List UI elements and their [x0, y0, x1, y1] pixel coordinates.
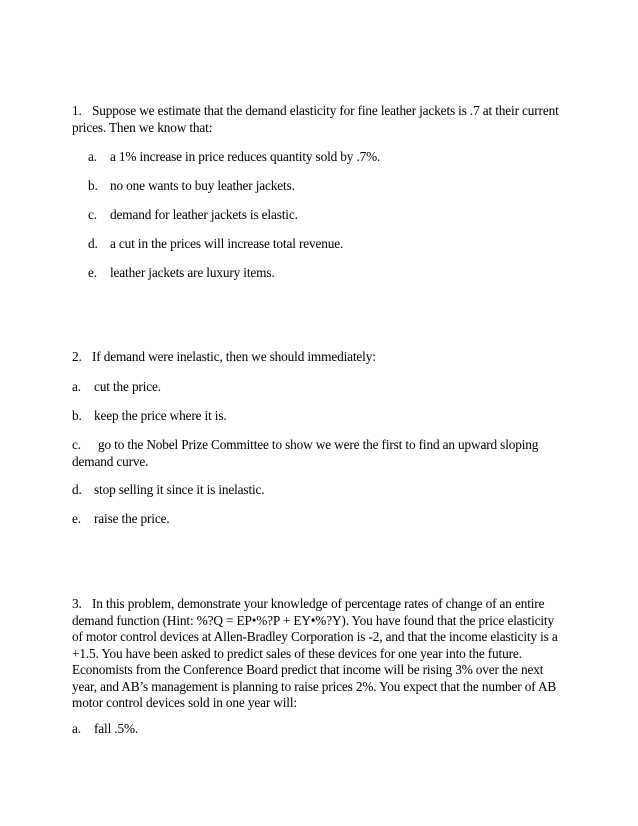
- option-text: demand for leather jackets is elastic.: [110, 207, 298, 222]
- question-2-number: 2.: [72, 349, 82, 364]
- question-3-text: In this problem, demonstrate your knowledge of percentage rates of change of an entire demand function (Hint: %?Q = EP•%?P + EY•%?Y). You have found that the price elasticity of motor control devices at Allen-Bradley Corporation is -2, and that the income elasticity is a +1.5. You have been asked to predict sales of these devices for one year into the future. Economists from the Conference Board predict that income will be rising 3% over the next year, and AB’s management is planning to raise prices 2%. You expect that the number of AB motor control devices sold in one year will:: [72, 596, 558, 710]
- question-3: [72, 596, 572, 736]
- question-2-option-c: [72, 437, 572, 470]
- question-1-option-d: [88, 236, 343, 253]
- question-2-stem: [72, 349, 572, 366]
- question-2-option-d: [72, 482, 264, 499]
- option-text: raise the price.: [94, 511, 170, 526]
- question-3-number: 3.: [72, 596, 82, 611]
- question-2: [72, 349, 572, 529]
- option-letter: b.: [72, 408, 82, 423]
- question-2-option-b: [72, 408, 227, 425]
- option-text: stop selling it since it is inelastic.: [94, 482, 265, 497]
- question-2-option-a: [72, 379, 161, 396]
- option-text: no one wants to buy leather jackets.: [110, 178, 295, 193]
- question-1: [72, 103, 572, 283]
- option-text: go to the Nobel Prize Committee to show we were the first to find an upward sloping demand curve.: [72, 437, 539, 469]
- option-letter: b.: [88, 178, 98, 193]
- question-1-option-b: [88, 178, 295, 195]
- option-text: a cut in the prices will increase total revenue.: [110, 236, 344, 251]
- question-2-text: If demand were inelastic, then we should immediately:: [92, 349, 376, 364]
- option-letter: d.: [72, 482, 82, 497]
- question-3-stem: [72, 596, 566, 712]
- option-text: cut the price.: [94, 379, 161, 394]
- question-1-text: Suppose we estimate that the demand elasticity for fine leather jackets is .7 at their current prices. Then we know that:: [72, 103, 559, 135]
- option-text: a 1% increase in price reduces quantity sold by .7%.: [110, 149, 381, 164]
- question-3-option-a: [72, 721, 138, 738]
- option-letter: a.: [72, 721, 81, 736]
- option-letter: e.: [88, 265, 97, 280]
- option-text: keep the price where it is.: [94, 408, 227, 423]
- question-1-number: 1.: [72, 103, 82, 118]
- option-letter: c.: [88, 207, 97, 222]
- question-2-option-e: [72, 511, 170, 528]
- option-text: leather jackets are luxury items.: [110, 265, 275, 280]
- question-1-option-c: [88, 207, 298, 224]
- question-1-stem: [72, 103, 572, 136]
- option-letter: a.: [72, 379, 81, 394]
- option-letter: e.: [72, 511, 81, 526]
- question-1-option-e: [88, 265, 275, 282]
- option-letter: d.: [88, 236, 98, 251]
- option-letter: c.: [72, 437, 81, 452]
- option-letter: a.: [88, 149, 97, 164]
- option-text: fall .5%.: [94, 721, 139, 736]
- question-1-option-a: [88, 149, 380, 166]
